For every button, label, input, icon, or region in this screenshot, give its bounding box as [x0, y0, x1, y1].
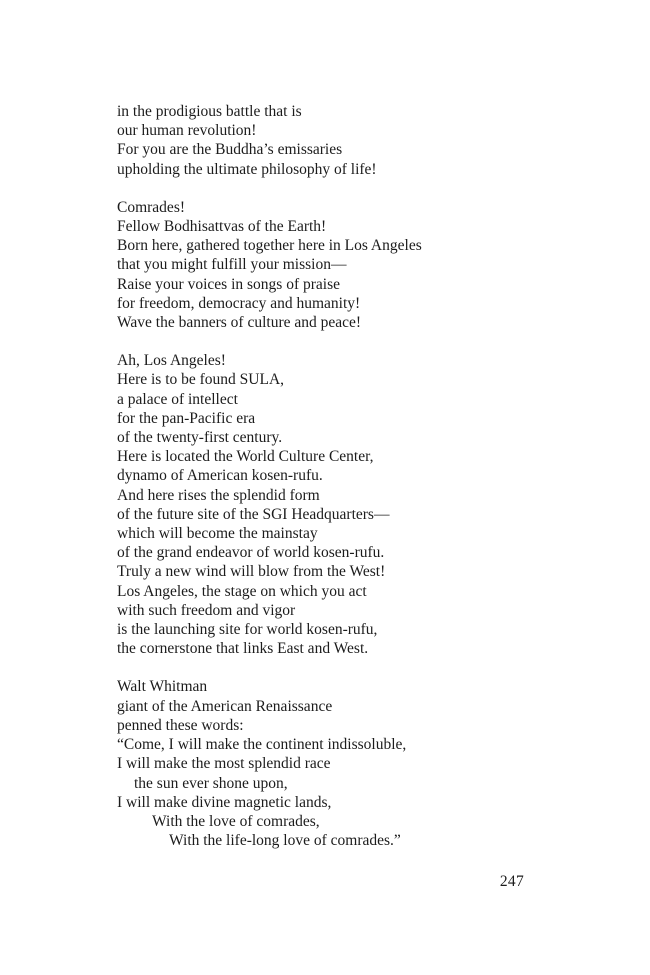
poem-line: Fellow Bodhisattvas of the Earth! [117, 218, 327, 236]
poem-line: that you might fulfill your mission— [117, 256, 347, 274]
poem-line: With the love of comrades, [152, 812, 320, 830]
poem-line: the sun ever shone upon, [134, 774, 288, 792]
poem-body [117, 102, 597, 869]
poem-line: I will make divine magnetic lands, [117, 793, 332, 811]
poem-line: upholding the ultimate philosophy of life! [117, 160, 377, 178]
poem-line: Raise your voices in songs of praise [117, 275, 340, 293]
poem-line: I will make the most splendid race [117, 755, 331, 773]
poem-line: for freedom, democracy and humanity! [117, 294, 361, 312]
poem-line: Los Angeles, the stage on which you act [117, 582, 367, 600]
poem-line: Wave the banners of culture and peace! [117, 314, 362, 332]
poem-line: of the twenty-first century. [117, 429, 283, 447]
poem-line: And here rises the splendid form [117, 486, 320, 504]
poem-line: Here is to be found SULA, [117, 371, 285, 389]
poem-line: for the pan-Pacific era [117, 409, 256, 427]
poem-line: For you are the Buddha’s emissaries [117, 141, 343, 159]
stanza-4 [117, 677, 597, 850]
poem-line: Comrades! [117, 198, 186, 216]
poem-line: Ah, Los Angeles! [117, 352, 226, 370]
poem-line: With the life-long love of comrades.” [169, 832, 401, 850]
poem-line: of the grand endeavor of world kosen-rufu. [117, 544, 385, 562]
poem-line: Here is located the World Culture Center, [117, 448, 374, 466]
poem-line: a palace of intellect [117, 390, 238, 408]
poem-line: dynamo of American kosen-rufu. [117, 467, 323, 485]
poem-line: Truly a new wind will blow from the West! [117, 563, 386, 581]
poem-line: Walt Whitman [117, 678, 208, 696]
poem-line: the cornerstone that links East and West. [117, 640, 369, 658]
poem-line: which will become the mainstay [117, 525, 318, 543]
poem-line: giant of the American Renaissance [117, 697, 333, 715]
stanza-1 [117, 102, 597, 179]
poem-line: is the launching site for world kosen-rufu, [117, 621, 378, 639]
stanza-3 [117, 351, 597, 658]
stanza-2 [117, 198, 597, 332]
poem-line: penned these words: [117, 716, 244, 734]
poem-line: Born here, gathered together here in Los Angeles [117, 237, 422, 255]
poem-line: in the prodigious battle that is [117, 103, 302, 120]
poem-line: our human revolution! [117, 122, 257, 140]
poem-line: of the future site of the SGI Headquarters— [117, 505, 390, 523]
poem-line: “Come, I will make the continent indissoluble, [117, 736, 407, 754]
page-number: 247 [499, 873, 524, 890]
poem-line: with such freedom and vigor [117, 601, 296, 619]
